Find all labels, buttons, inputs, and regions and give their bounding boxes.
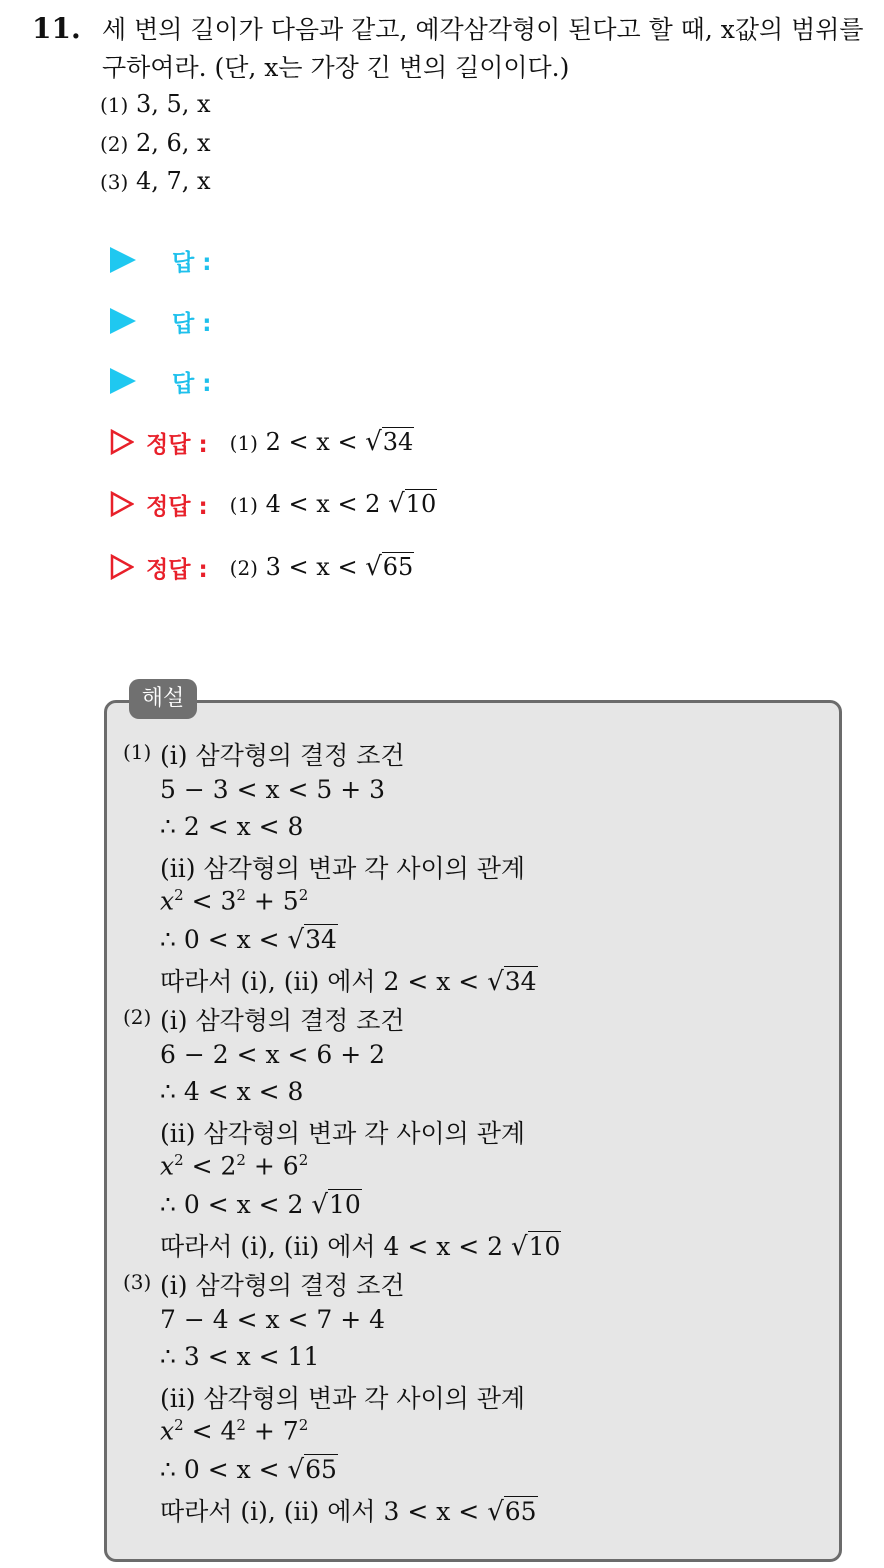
solution-final: 따라서 (i), (ii) 에서 3 < x < √65 [160,1497,537,1527]
outline-triangle-icon [110,554,134,580]
outline-triangle-icon [110,491,134,517]
question-text-line2: 구하여라. (단, x는 가장 긴 변의 길이이다.) [102,53,570,82]
play-triangle-icon [110,368,136,394]
solution-result: ∴ 0 < x < 2 √10 [160,1190,361,1220]
solution-square-inequality: $x^2 < 4^2 + 7^2$ [160,1416,309,1446]
answer-label: 답 : [172,310,212,337]
correct-value: (1) 2 < x < √34 [229,427,414,457]
solution-tag: 해설 [129,679,197,719]
answer-row-1[interactable] [110,243,211,277]
answer-label: 답 : [172,249,212,276]
question-item-3: (3) 4, 7, x [100,167,211,195]
outline-triangle-icon [110,429,134,455]
answer-label: 답 : [172,370,212,397]
solution-result: ∴ 0 < x < √65 [160,1455,337,1485]
play-triangle-icon [110,308,136,334]
correct-label: 정답 : [146,556,208,583]
solution-heading: (i) 삼각형의 결정 조건 [160,1006,405,1035]
correct-answer-row-3 [110,550,414,584]
question-item-2: (2) 2, 6, x [100,129,211,157]
solution-result: ∴ 3 < x < 11 [160,1342,320,1371]
solution-part-number: (1) [123,740,152,764]
solution-square-inequality: $x^2 < 3^2 + 5^2$ [160,886,309,916]
solution-square-inequality: $x^2 < 2^2 + 6^2$ [160,1151,309,1181]
question-text-line1: 세 변의 길이가 다음과 같고, 예각삼각형이 된다고 할 때, x값의 범위를 [102,15,864,44]
play-triangle-icon [110,247,136,273]
solution-result: ∴ 0 < x < √34 [160,925,337,955]
solution-part-number: (3) [123,1270,152,1294]
solution-heading: (ii) 삼각형의 변과 각 사이의 관계 [160,854,526,883]
solution-final: 따라서 (i), (ii) 에서 2 < x < √34 [160,967,537,997]
correct-label: 정답 : [146,493,208,520]
solution-inequality: 6 − 2 < x < 6 + 2 [160,1040,386,1069]
correct-label: 정답 : [146,431,208,458]
correct-answer-row-1 [110,425,414,459]
solution-result: ∴ 4 < x < 8 [160,1077,304,1106]
correct-value: (1) 4 < x < 2 √10 [229,489,437,519]
solution-heading: (ii) 삼각형의 변과 각 사이의 관계 [160,1119,526,1148]
correct-answer-row-2 [110,487,437,521]
correct-value: (2) 3 < x < √65 [229,552,414,582]
question-item-1: (1) 3, 5, x [100,90,211,118]
solution-part-number: (2) [123,1005,152,1029]
solution-heading: (i) 삼각형의 결정 조건 [160,1271,405,1300]
solution-heading: (i) 삼각형의 결정 조건 [160,741,405,770]
solution-inequality: 5 − 3 < x < 5 + 3 [160,775,386,804]
answer-row-3[interactable] [110,364,211,398]
solution-final: 따라서 (i), (ii) 에서 4 < x < 2 √10 [160,1232,561,1262]
answer-row-2[interactable] [110,304,211,338]
solution-inequality: 7 − 4 < x < 7 + 4 [160,1305,386,1334]
question-number: 11. [32,12,81,45]
solution-result: ∴ 2 < x < 8 [160,812,304,841]
solution-heading: (ii) 삼각형의 변과 각 사이의 관계 [160,1384,526,1413]
